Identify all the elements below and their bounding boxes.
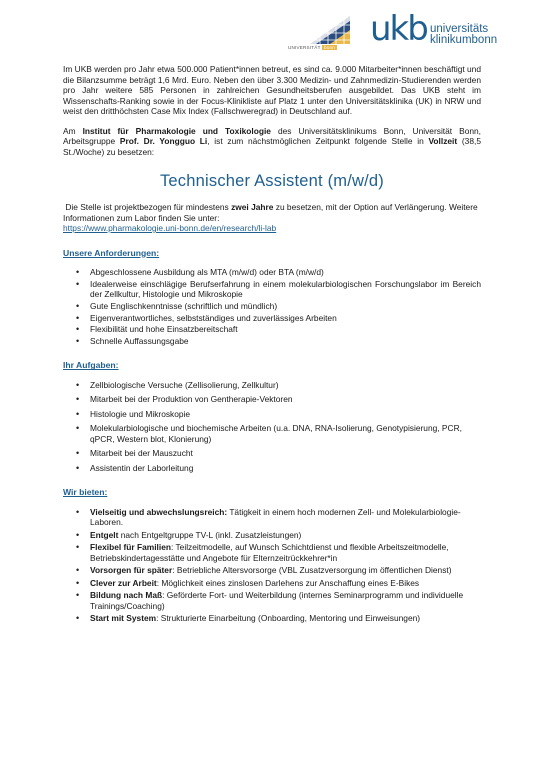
ukb-logo-mark: ukb	[370, 9, 427, 49]
ukb-logo-name	[430, 24, 497, 46]
list-item: • Gute Englischkenntnisse (schriftlich und mündlich)	[83, 301, 481, 312]
list-item: • Mitarbeit bei der Produktion von Gentherapie-Vektoren	[83, 394, 481, 405]
institute-text: , ist zum nächstmöglichen Zeitpunkt folgende Stelle in	[207, 136, 429, 146]
institute-text: (38,5 St./Woche) zu besetzen:	[63, 136, 481, 157]
benefit-text: : Geförderte Fort- und Weiterbildung (internes Seminarprogramm und individuelle Trainings/Coaching)	[90, 590, 464, 611]
benefit-title: Vielseitig und abwechslungsreich:	[90, 506, 228, 517]
list-item	[83, 613, 481, 624]
list-item: • Eigenverantwortliches, selbstständiges und zuverlässiges Arbeiten	[83, 313, 481, 324]
project-text: Die Stelle ist projektbezogen für mindestens	[65, 202, 232, 212]
university-logo-bonn: bonn	[323, 45, 336, 50]
requirements-heading: Unsere Anforderungen:	[63, 247, 160, 258]
university-bonn-logo	[288, 16, 354, 52]
requirements-list	[63, 267, 481, 346]
list-item: • Assistentin der Laborleitung	[83, 463, 481, 474]
project-text: zu besetzen, mit der Option auf Verlängerung. Weitere Informationen zum Labor finden Sie unter:	[63, 202, 478, 223]
benefit-title: Clever zur Arbeit	[90, 577, 157, 588]
intro-paragraph: Im UKB werden pro Jahr etwa 500.000 Patient*innen betreut, es sind ca. 9.000 Mitarbeiter*innen beschäftigt und die Bilanzsumme beträgt 1,6 Mrd. Euro. Neben den über 3.300 Medizin- und Zahnmedizin-Studierenden werden pro Jahr weitere 585 Personen in zahlreichen Gesundheitsberufen ausgebildet. Das UKB steht im Wissenschafts-Ranking sowie in der Focus-Klinikliste auf Platz 1 unter den Universitätsklinika (UK) in NRW und weist den dritthöchsten Case Mix Index (Fallschweregrad) in Deutschland auf.	[63, 64, 481, 116]
list-item	[83, 565, 481, 576]
university-logo-mark	[310, 16, 350, 44]
benefits-heading: Wir bieten:	[63, 487, 108, 498]
list-item	[83, 530, 481, 541]
benefit-text: Tätigkeit in einem hoch modernen Zell- und Molekularbiologie-Laboren.	[90, 506, 461, 528]
employment-type: Vollzeit	[428, 136, 458, 146]
list-item: • Abgeschlossene Ausbildung als MTA (m/w/d) oder BTA (m/w/d)	[83, 267, 481, 278]
list-item: • Idealerweise einschlägige Berufserfahrung in einem molekularbiologischen Forschungslabor im Bereich der Zellkultur, Histologie und Mikroskopie	[83, 279, 481, 300]
list-item	[83, 590, 481, 611]
benefit-text: : Möglichkeit eines zinslosen Darlehens zur Anschaffung eines E-Bikes	[156, 577, 420, 588]
tasks-list	[63, 380, 481, 474]
benefit-text: : Teilzeitmodelle, auf Wunsch Schichtdienst und flexible Arbeitszeitmodelle, Betriebskindertagesstätte und Angebote für Elternzeitrückkehrer*in	[90, 542, 449, 563]
project-paragraph	[63, 202, 481, 234]
list-item: • Schnelle Auffassungsgabe	[83, 336, 481, 347]
project-duration: zwei Jahre	[231, 202, 274, 212]
list-item: • Mitarbeit bei der Mauszucht	[83, 448, 481, 459]
benefit-text: : Strukturierte Einarbeitung (Onboarding, Mentoring und Einweisungen)	[156, 613, 421, 624]
university-logo-caption	[288, 45, 337, 50]
ukb-logo-line1: universitäts	[430, 23, 489, 35]
benefit-title: Entgelt	[90, 529, 119, 540]
professor-name: Prof. Dr. Yongguo Li	[119, 136, 208, 146]
list-item: • Flexibilität und hohe Einsatzbereitschaft	[83, 324, 481, 335]
list-item: • Zellbiologische Versuche (Zellisolierung, Zellkultur)	[83, 380, 481, 391]
institute-text: des Universitätsklinikums Bonn, Universität Bonn, Arbeitsgruppe	[63, 125, 482, 146]
ukb-logo-line2: klinikumbonn	[430, 34, 498, 46]
list-item: • Histologie und Mikroskopie	[83, 409, 481, 420]
benefit-title: Vorsorgen für später	[90, 565, 173, 576]
list-item	[83, 507, 481, 528]
lab-website-link[interactable]: https://www.pharmakologie.uni-bonn.de/en/research/li-lab	[63, 223, 277, 233]
benefit-text: nach Entgeltgruppe TV-L (inkl. Zusatzleistungen)	[118, 529, 302, 540]
institute-text: Am	[63, 125, 83, 136]
page-header	[0, 9, 543, 58]
institute-name: Institut für Pharmakologie und Toxikologie	[82, 125, 271, 136]
benefit-title: Start mit System	[90, 613, 157, 624]
benefit-title: Flexibel für Familien	[90, 542, 171, 553]
list-item: • Molekularbiologische und biochemische Arbeiten (u.a. DNA, RNA-Isolierung, Genotypisierung, PCR, qPCR, Western blot, Klonierung)	[83, 423, 481, 444]
university-logo-text: UNIVERSITÄT	[288, 45, 321, 50]
ukb-logo	[370, 9, 530, 52]
institute-paragraph	[63, 126, 481, 158]
benefits-list	[63, 507, 481, 624]
benefit-text: : Betriebliche Altersvorsorge (VBL Zusatzversorgung im öffentlichen Dienst)	[172, 565, 452, 576]
job-title: Technischer Assistent (m/w/d)	[159, 172, 385, 190]
job-posting	[63, 64, 481, 626]
list-item	[83, 578, 481, 589]
tasks-heading: Ihr Aufgaben:	[63, 360, 119, 371]
benefit-title: Bildung nach Maß	[90, 590, 163, 601]
list-item	[83, 542, 481, 563]
